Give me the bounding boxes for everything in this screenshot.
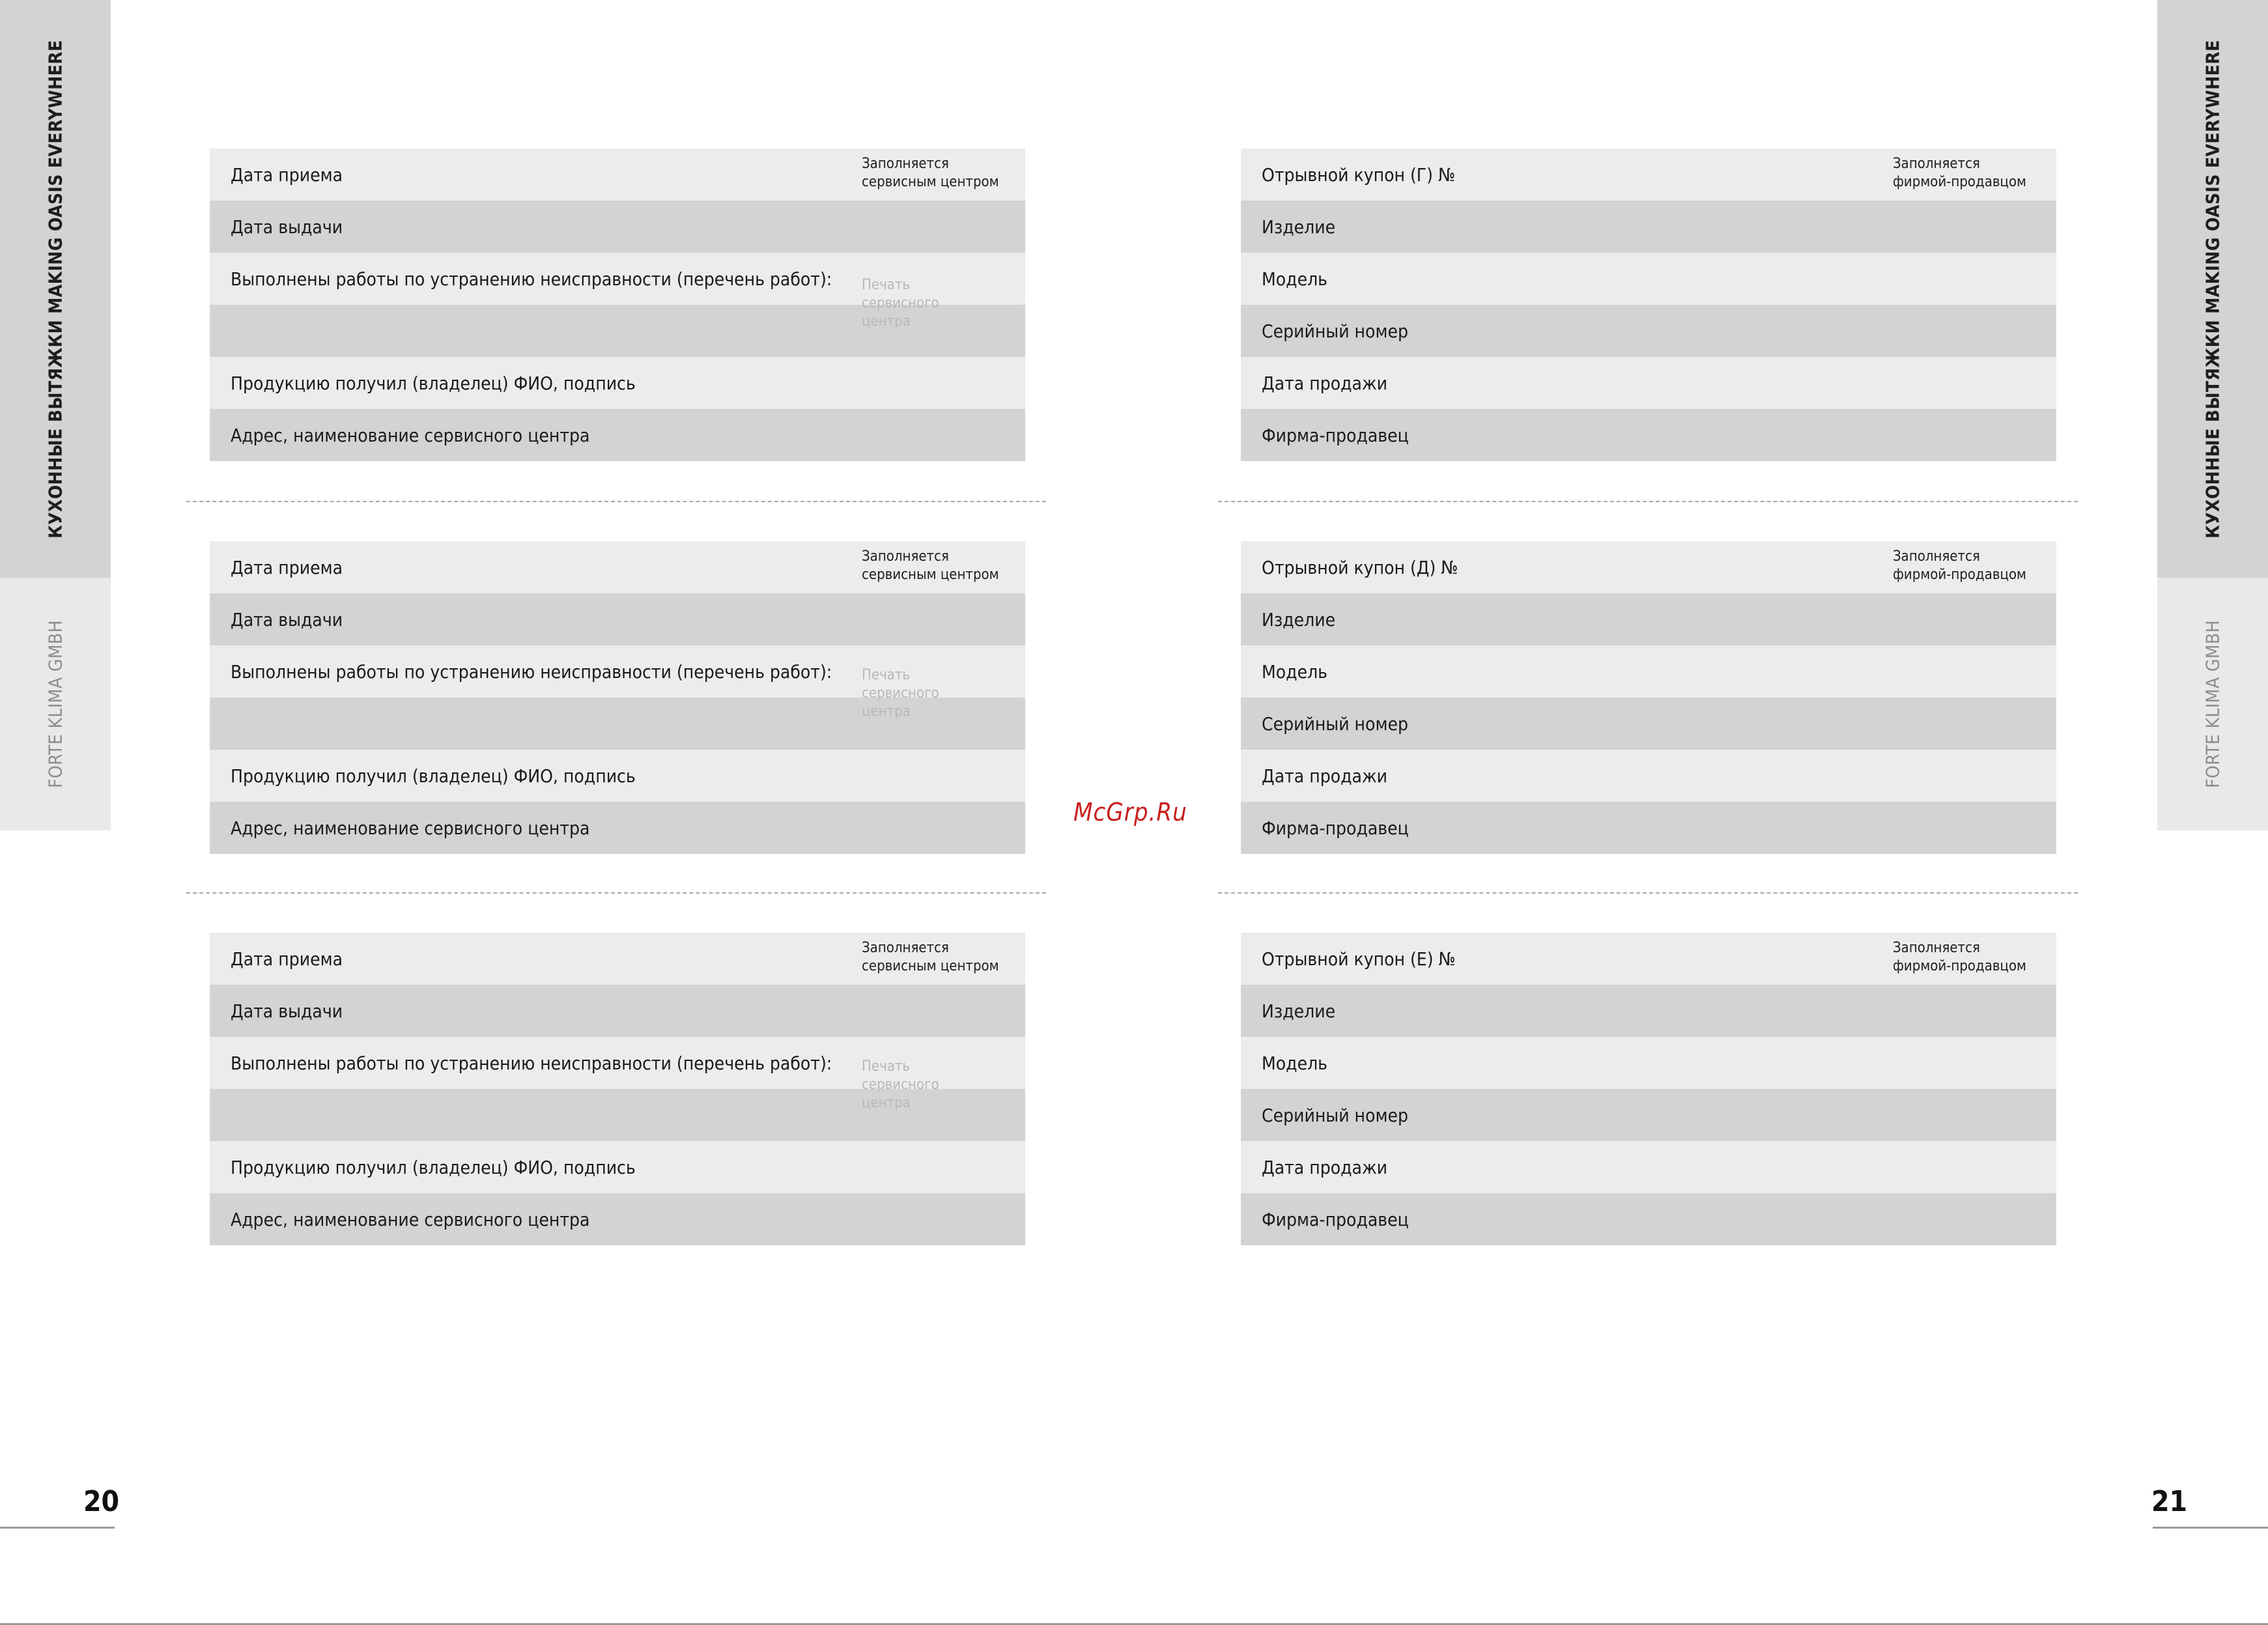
row-label: Дата продажи bbox=[1262, 1156, 1388, 1178]
row-sale-date[interactable] bbox=[1241, 750, 2056, 802]
row-label: Дата выдачи bbox=[231, 216, 343, 238]
service-coupon bbox=[210, 148, 1025, 461]
row-label: Модель bbox=[1262, 268, 1328, 290]
stamp-placeholder: Печать сервисного центра bbox=[862, 667, 939, 720]
row-label: Дата продажи bbox=[1262, 372, 1388, 394]
vertical-title-left: КУХОННЫЕ ВЫТЯЖКИ MAKING OASIS EVERYWHERE bbox=[44, 39, 66, 539]
fill-note: Заполняется сервисным центром bbox=[862, 548, 999, 583]
row-service-address[interactable] bbox=[210, 1193, 1025, 1245]
row-serial-number[interactable] bbox=[1241, 698, 2056, 750]
row-label: Отрывной купон (Г) № bbox=[1262, 163, 1456, 186]
row-label: Отрывной купон (Д) № bbox=[1262, 556, 1458, 578]
fill-note: Заполняется фирмой-продавцом bbox=[1893, 156, 2026, 190]
service-coupon bbox=[210, 933, 1025, 1245]
side-tab-title-left bbox=[0, 0, 111, 578]
row-label: Продукцию получил (владелец) ФИО, подпись bbox=[231, 372, 636, 394]
row-seller[interactable] bbox=[1241, 409, 2056, 461]
row-serial-number[interactable] bbox=[1241, 305, 2056, 357]
row-label: Фирма-продавец bbox=[1262, 1208, 1409, 1230]
row-issue-date[interactable] bbox=[210, 201, 1025, 253]
side-tab-company-left bbox=[0, 578, 111, 830]
row-label: Дата приема bbox=[231, 556, 343, 578]
page-rule-left bbox=[0, 1527, 115, 1529]
row-label: Фирма-продавец bbox=[1262, 817, 1409, 839]
row-owner-signature[interactable] bbox=[210, 750, 1025, 802]
vertical-company-left: FORTE KLIMA GMBH bbox=[44, 620, 66, 788]
stamp-placeholder: Печать сервисного центра bbox=[862, 277, 939, 330]
row-label: Продукцию получил (владелец) ФИО, подпись bbox=[231, 1156, 636, 1178]
row-label: Изделие bbox=[1262, 216, 1336, 238]
row-owner-signature[interactable] bbox=[210, 357, 1025, 409]
row-label: Адрес, наименование сервисного центра bbox=[231, 1208, 590, 1230]
row-product[interactable] bbox=[1241, 593, 2056, 645]
row-seller[interactable] bbox=[1241, 802, 2056, 854]
row-label: Фирма-продавец bbox=[1262, 424, 1409, 446]
row-service-address[interactable] bbox=[210, 409, 1025, 461]
row-label: Выполнены работы по устранению неисправности (перечень работ): bbox=[231, 660, 832, 683]
tear-coupon bbox=[1241, 933, 2056, 1245]
row-label: Дата продажи bbox=[1262, 765, 1388, 787]
row-sale-date[interactable] bbox=[1241, 1141, 2056, 1193]
stamp-placeholder: Печать сервисного центра bbox=[862, 1058, 939, 1111]
cut-line bbox=[186, 892, 1046, 894]
row-label: Адрес, наименование сервисного центра bbox=[231, 424, 590, 446]
cut-line bbox=[186, 501, 1046, 502]
row-model[interactable] bbox=[1241, 645, 2056, 698]
row-seller[interactable] bbox=[1241, 1193, 2056, 1245]
row-owner-signature[interactable] bbox=[210, 1141, 1025, 1193]
side-tab-company-right bbox=[2157, 578, 2268, 830]
row-issue-date[interactable] bbox=[210, 593, 1025, 645]
row-label: Выполнены работы по устранению неисправности (перечень работ): bbox=[231, 268, 832, 290]
row-label: Серийный номер bbox=[1262, 713, 1408, 735]
row-sale-date[interactable] bbox=[1241, 357, 2056, 409]
row-product[interactable] bbox=[1241, 201, 2056, 253]
row-label: Модель bbox=[1262, 1052, 1328, 1074]
row-label: Серийный номер bbox=[1262, 1104, 1408, 1126]
row-label: Модель bbox=[1262, 660, 1328, 683]
row-label: Изделие bbox=[1262, 1000, 1336, 1022]
fill-note: Заполняется сервисным центром bbox=[862, 940, 999, 974]
cut-line bbox=[1218, 501, 2078, 502]
row-label: Дата выдачи bbox=[231, 1000, 343, 1022]
fill-note: Заполняется фирмой-продавцом bbox=[1893, 548, 2026, 583]
tear-coupon bbox=[1241, 541, 2056, 854]
row-service-address[interactable] bbox=[210, 802, 1025, 854]
side-tab-title-right bbox=[2157, 0, 2268, 578]
row-label: Дата выдачи bbox=[231, 608, 343, 630]
row-serial-number[interactable] bbox=[1241, 1089, 2056, 1141]
vertical-title-right: КУХОННЫЕ ВЫТЯЖКИ MAKING OASIS EVERYWHERE bbox=[2202, 39, 2224, 539]
row-issue-date[interactable] bbox=[210, 985, 1025, 1037]
page-number-right: 21 bbox=[2151, 1485, 2188, 1518]
page-number-left: 20 bbox=[83, 1485, 120, 1518]
fill-note: Заполняется сервисным центром bbox=[862, 156, 999, 190]
row-label: Продукцию получил (владелец) ФИО, подпись bbox=[231, 765, 636, 787]
row-label: Дата приема bbox=[231, 948, 343, 970]
vertical-company-right: FORTE KLIMA GMBH bbox=[2202, 620, 2224, 788]
row-model[interactable] bbox=[1241, 253, 2056, 305]
cut-line bbox=[1218, 892, 2078, 894]
row-label: Серийный номер bbox=[1262, 320, 1408, 342]
row-product[interactable] bbox=[1241, 985, 2056, 1037]
row-model[interactable] bbox=[1241, 1037, 2056, 1089]
row-label: Адрес, наименование сервисного центра bbox=[231, 817, 590, 839]
row-label: Отрывной купон (Е) № bbox=[1262, 948, 1456, 970]
watermark-logo[interactable]: McGrp.Ru bbox=[1073, 798, 1187, 827]
row-label: Выполнены работы по устранению неисправности (перечень работ): bbox=[231, 1052, 832, 1074]
row-label: Дата приема bbox=[231, 163, 343, 186]
service-coupon bbox=[210, 541, 1025, 854]
row-label: Изделие bbox=[1262, 608, 1336, 630]
page-rule-right bbox=[2153, 1527, 2268, 1529]
fill-note: Заполняется фирмой-продавцом bbox=[1893, 940, 2026, 974]
tear-coupon bbox=[1241, 148, 2056, 461]
